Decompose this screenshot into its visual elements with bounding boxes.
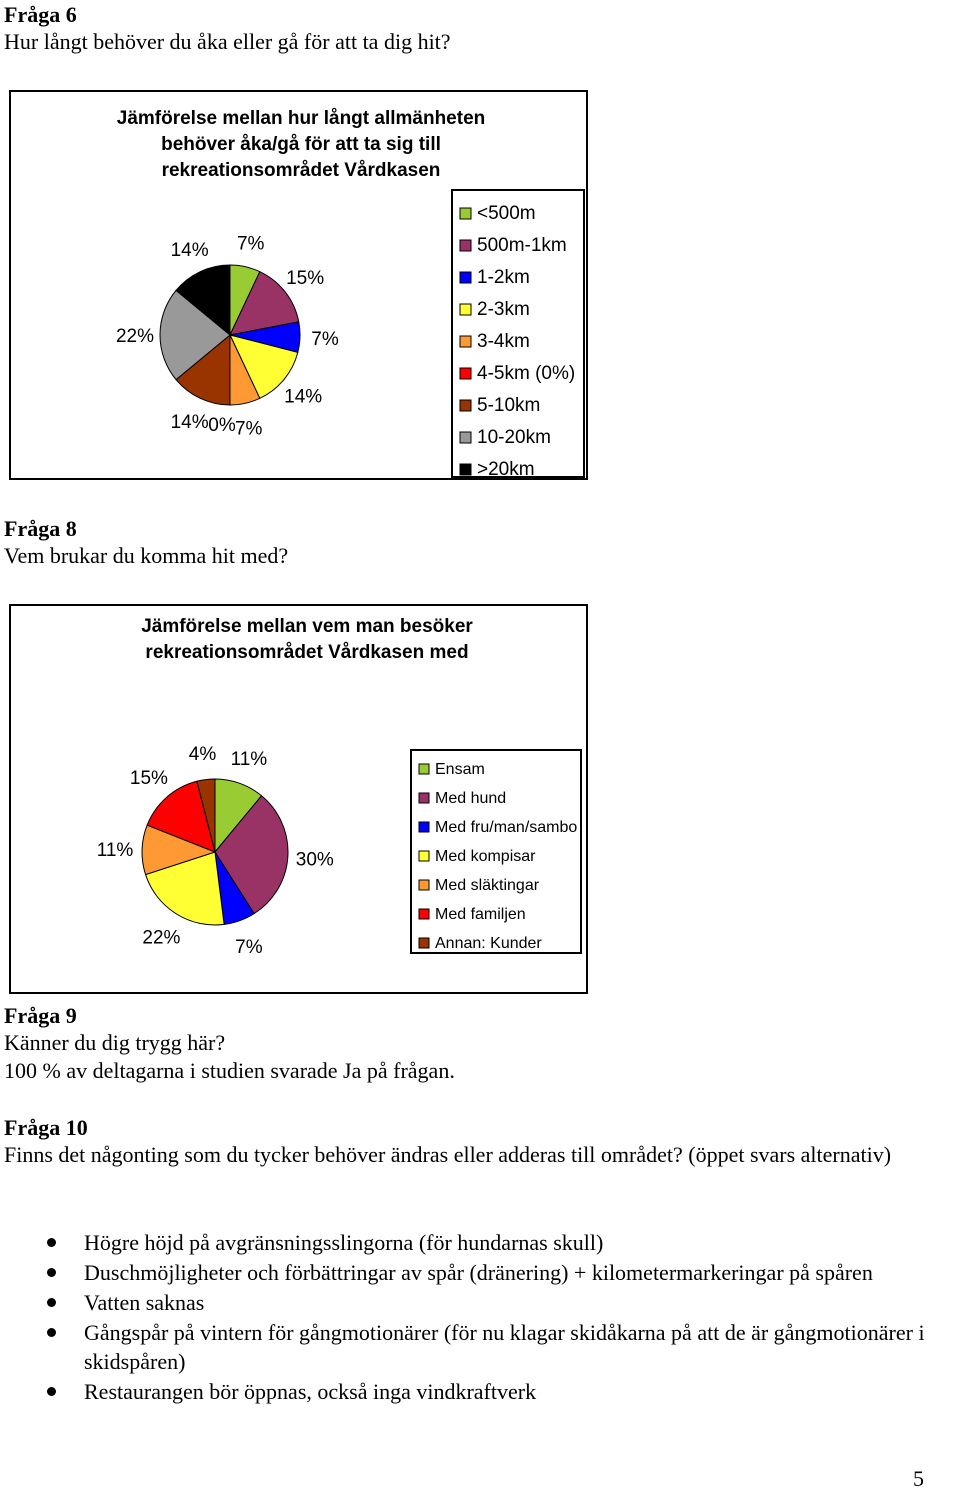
q8-title: Fråga 8 — [4, 516, 77, 541]
legend-entry: Med släktingar — [435, 877, 540, 894]
q10-title: Fråga 10 — [4, 1115, 88, 1140]
list-item: Duschmöjligheter och förbättringar av spår (dränering) + kilometermarkeringar på spåren — [0, 1258, 960, 1287]
chart-title: rekreationsområdet Vårdkasen — [161, 160, 441, 181]
chart-distance — [9, 90, 588, 480]
q6-question: Hur långt behöver du åka eller gå för att ta dig hit? — [4, 29, 451, 54]
legend-entry: Ensam — [435, 761, 485, 778]
legend-swatch — [460, 272, 471, 283]
data-label: 22% — [142, 927, 181, 949]
chart-distance-svg — [11, 92, 586, 478]
data-label: 15% — [129, 768, 168, 789]
data-label: 7% — [235, 937, 263, 959]
chart-title: behöver åka/gå för att ta sig till — [161, 134, 441, 155]
legend-swatch — [460, 432, 471, 443]
page-number: 5 — [913, 1466, 924, 1491]
chart-company — [9, 604, 588, 994]
data-label: 7% — [311, 329, 339, 350]
data-label: 22% — [115, 326, 155, 347]
legend-swatch — [460, 400, 471, 411]
legend-entry: Annan: Kunder — [435, 935, 542, 952]
q6-title: Fråga 6 — [4, 2, 77, 27]
q8-question: Vem brukar du komma hit med? — [4, 543, 289, 568]
data-label: 7% — [236, 233, 265, 255]
legend-swatch — [419, 880, 429, 890]
legend-swatch — [419, 851, 429, 861]
data-label: 15% — [286, 267, 325, 289]
legend-swatch — [460, 304, 471, 315]
legend-swatch — [460, 464, 471, 475]
legend-swatch — [419, 793, 429, 803]
data-label: 11% — [96, 839, 134, 861]
legend-entry: 3-4km — [477, 331, 530, 352]
legend-entry: <500m — [477, 203, 536, 224]
chart-company-svg — [11, 606, 586, 992]
q10-answer-list — [0, 1228, 960, 1407]
legend-entry: 2-3km — [477, 299, 530, 320]
legend-entry: 4-5km (0%) — [477, 363, 576, 384]
data-label: 14% — [170, 412, 209, 433]
data-label: 11% — [230, 748, 268, 770]
chart-title: rekreationsområdet Vårdkasen med — [145, 642, 469, 663]
legend-entry: 5-10km — [477, 395, 541, 416]
list-item: Gångspår på vintern för gångmotionärer (för nu klagar skidåkarna på att de är gångmotionärer i skidspåren) — [0, 1318, 960, 1376]
data-label: 30% — [295, 849, 334, 871]
data-label: 14% — [284, 386, 323, 408]
legend-entry: Med hund — [435, 790, 507, 807]
list-item: Vatten saknas — [0, 1288, 960, 1317]
legend-entry: 1-2km — [477, 267, 530, 288]
legend-entry: 10-20km — [477, 427, 551, 448]
q9-question: Känner du dig trygg här? — [4, 1030, 226, 1055]
q10-question: Finns det någonting som du tycker behöver ändras eller adderas till området? (öppet svars alternativ) — [4, 1142, 892, 1167]
q9-answer: 100 % av deltagarna i studien svarade Ja på frågan. — [4, 1058, 455, 1083]
legend-swatch — [460, 368, 471, 379]
legend-swatch — [419, 822, 429, 832]
chart-title: Jämförelse mellan hur långt allmänheten — [116, 108, 486, 129]
legend-swatch — [460, 336, 471, 347]
list-item: Högre höjd på avgränsningsslingorna (för hundarnas skull) — [0, 1228, 960, 1257]
legend-entry: Med kompisar — [435, 848, 536, 865]
legend-swatch — [460, 208, 471, 219]
data-label: 14% — [170, 240, 209, 261]
legend-entry: Med familjen — [435, 906, 526, 923]
legend-entry: Med fru/man/sambo — [435, 819, 578, 836]
data-label: 7% — [234, 418, 263, 440]
data-label: 0% — [208, 415, 236, 436]
data-label: 4% — [188, 743, 217, 765]
legend-swatch — [460, 240, 471, 251]
legend-swatch — [419, 764, 429, 774]
legend-entry: 500m-1km — [477, 235, 567, 256]
q9-title: Fråga 9 — [4, 1003, 77, 1028]
legend-entry: >20km — [477, 459, 535, 478]
chart-title: Jämförelse mellan vem man besöker — [141, 616, 473, 637]
legend-swatch — [419, 909, 429, 919]
legend-swatch — [419, 938, 429, 948]
list-item: Restaurangen bör öppnas, också inga vindkraftverk — [0, 1377, 960, 1406]
